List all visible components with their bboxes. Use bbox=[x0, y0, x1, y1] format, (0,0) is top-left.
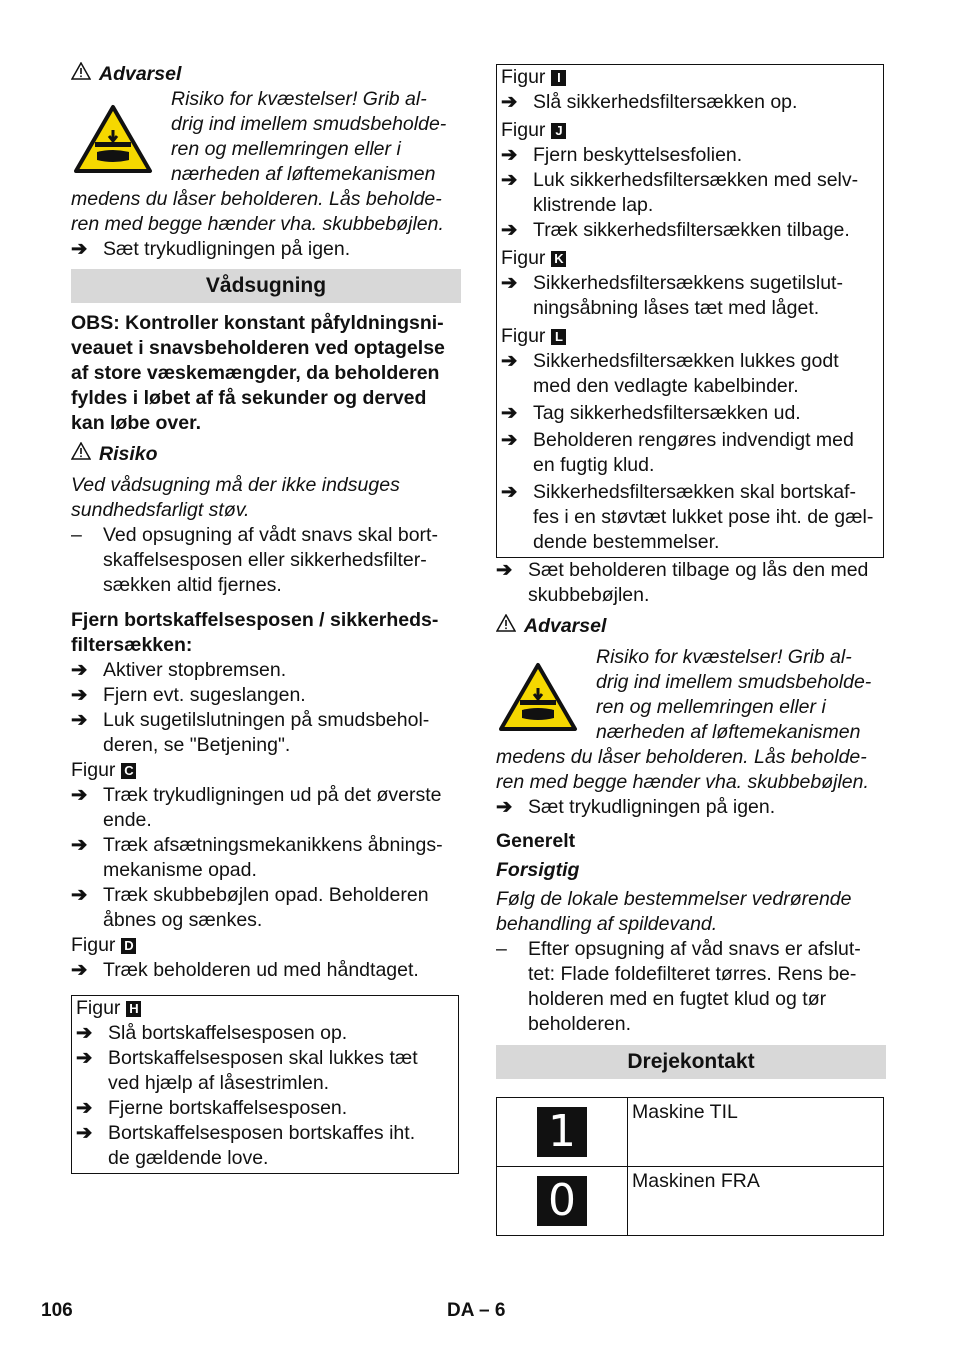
right-column bbox=[496, 64, 886, 1236]
step-item: ➔ Beholderen rengøres indvendigt med en fugtig klud. bbox=[501, 429, 854, 476]
risk-text: Ved vådsugning må der ikke indsuges sundhedsfarligt støv. bbox=[71, 474, 400, 521]
figure-ref-j: Figur J bbox=[501, 118, 879, 143]
dash-item: – Ved opsugning af vådt snavs skal bort- skaffelsesposen eller sikkerhedsfilter- sækken altid fjernes. bbox=[71, 524, 438, 596]
figure-i-l-box bbox=[496, 64, 884, 558]
arrow-icon: ➔ bbox=[71, 684, 88, 706]
arrow-icon: ➔ bbox=[501, 402, 518, 424]
arrow-icon: ➔ bbox=[501, 350, 518, 372]
figure-h-box bbox=[71, 995, 459, 1174]
step-item: ➔ Træk skubbebøjlen opad. Beholderen åbnes og sænkes. bbox=[71, 884, 429, 931]
arrow-icon: ➔ bbox=[501, 169, 518, 191]
dash-item: – Efter opsugning af våd snavs er afslut- tet: Flade foldefilteret tørres. Rens be- holderen med en fugtet klud og tør beholderen. bbox=[496, 938, 861, 1035]
step-item: ➔ Luk sugetilslutningen på smudsbehol- deren, se "Betjening". bbox=[71, 709, 430, 756]
figure-ref-k: Figur K bbox=[501, 246, 879, 271]
remove-bag-heading: Fjern bortskaffelsesposen / sikkerheds- filtersækken: bbox=[71, 609, 439, 656]
step-item: ➔ Træk trykudligningen ud på det øverste ende. bbox=[71, 784, 442, 831]
language-page-label: DA – 6 bbox=[447, 1300, 506, 1321]
general-heading: Generelt bbox=[496, 830, 576, 852]
step-item: ➔ Træk sikkerhedsfiltersækken tilbage. bbox=[501, 219, 850, 241]
step-item: ➔ Sikkerhedsfiltersækken lukkes godt med den vedlagte kabelbinder. bbox=[501, 350, 839, 397]
figure-ref-l: Figur L bbox=[501, 324, 879, 349]
arrow-icon: ➔ bbox=[76, 1047, 93, 1069]
step-item: ➔ Tag sikkerhedsfiltersækken ud. bbox=[501, 402, 801, 424]
table-row bbox=[497, 1167, 884, 1236]
arrow-icon: ➔ bbox=[501, 91, 518, 113]
table-row bbox=[497, 1098, 884, 1167]
arrow-icon: ➔ bbox=[71, 238, 88, 260]
warning-heading: Advarsel bbox=[496, 614, 886, 639]
step-item: ➔ Luk sikkerhedsfiltersækken med selv- klistrende lap. bbox=[501, 169, 859, 216]
step-item: ➔ Sikkerhedsfiltersækkens sugetilslut- ningsåbning låses tæt med låget. bbox=[501, 272, 843, 319]
arrow-icon: ➔ bbox=[501, 272, 518, 294]
arrow-icon: ➔ bbox=[501, 144, 518, 166]
warning-triangle-icon bbox=[71, 442, 91, 467]
page-number: 106 bbox=[41, 1300, 73, 1321]
switch-on-symbol: 1 bbox=[537, 1107, 587, 1157]
figure-ref-i: Figur I bbox=[501, 65, 879, 90]
step-item: ➔ Bortskaffelsesposen bortskaffes iht. de gældende love. bbox=[76, 1122, 416, 1169]
section-title-rotary-switch: Drejekontakt bbox=[496, 1045, 886, 1079]
step-item: ➔ Fjern evt. sugeslangen. bbox=[71, 684, 306, 706]
step-item: ➔ Fjerne bortskaffelsesposen. bbox=[76, 1097, 348, 1119]
arrow-icon: ➔ bbox=[71, 709, 88, 731]
obs-note: OBS: Kontroller konstant påfyldningsni- veauet i snavsbeholderen ved optagelse af store væskemængder, da beholderen fyldes i løbet af få sekunder og derved kan løbe over. bbox=[71, 312, 445, 434]
step-item: ➔ Fjern beskyttelsesfolien. bbox=[501, 144, 743, 166]
arrow-icon: ➔ bbox=[71, 884, 88, 906]
arrow-icon: ➔ bbox=[76, 1097, 93, 1119]
figure-ref-d: Figur D bbox=[71, 933, 461, 958]
arrow-icon: ➔ bbox=[71, 959, 88, 981]
switch-table bbox=[496, 1097, 884, 1236]
warning-triangle-icon bbox=[496, 614, 516, 639]
hand-crush-hazard-icon bbox=[73, 99, 153, 179]
left-column bbox=[71, 62, 461, 1174]
caution-text: Følg de lokale bestemmelser vedrørende behandling af spildevand. bbox=[496, 888, 852, 935]
switch-off-label: Maskinen FRA bbox=[628, 1167, 884, 1236]
hand-crush-hazard-icon bbox=[498, 657, 578, 737]
step-item: ➔ Bortskaffelsesposen skal lukkes tæt ved hjælp af låsestrimlen. bbox=[76, 1047, 418, 1094]
warning-text: Risiko for kvæstelser! Grib al- drig ind imellem smudsbeholde- ren og mellemringen eller i nærheden af løftemekanismen medens du låser beholderen. Lås beholde- ren med begge hænder vha. skubbebøjlen. bbox=[496, 646, 872, 793]
switch-off-symbol: 0 bbox=[537, 1176, 587, 1226]
step-item: ➔ Slå sikkerhedsfiltersækken op. bbox=[501, 91, 798, 113]
figure-ref-c: Figur C bbox=[71, 758, 461, 783]
step-item: ➔ Slå bortskaffelsesposen op. bbox=[76, 1022, 348, 1044]
warning-heading: Advarsel bbox=[71, 62, 461, 87]
risk-heading: Risiko bbox=[71, 442, 461, 467]
figure-ref-h: Figur H bbox=[76, 996, 454, 1021]
step-item: ➔ Sæt trykudligningen på igen. bbox=[71, 238, 351, 260]
section-title-wet-vacuuming: Vådsugning bbox=[71, 269, 461, 303]
switch-on-label: Maskine TIL bbox=[628, 1098, 884, 1167]
arrow-icon: ➔ bbox=[76, 1122, 93, 1144]
arrow-icon: ➔ bbox=[71, 659, 88, 681]
arrow-icon: ➔ bbox=[496, 796, 513, 818]
step-item: ➔ Sæt trykudligningen på igen. bbox=[496, 796, 776, 818]
arrow-icon: ➔ bbox=[76, 1022, 93, 1044]
warning-text: Risiko for kvæstelser! Grib al- drig ind imellem smudsbeholde- ren og mellemringen eller i nærheden af løftemekanismen medens du låser beholderen. Lås beholde- ren med begge hænder vha. skubbebøjlen. bbox=[71, 88, 447, 235]
caution-heading: Forsigtig bbox=[496, 859, 580, 881]
arrow-icon: ➔ bbox=[71, 834, 88, 856]
step-item: ➔ Aktiver stopbremsen. bbox=[71, 659, 287, 681]
arrow-icon: ➔ bbox=[71, 784, 88, 806]
step-item: ➔ Sikkerhedsfiltersækken skal bortskaf- fes i en støvtæt lukket pose iht. de gæl- dende bestemmelser. bbox=[501, 481, 874, 553]
step-item: ➔ Træk afsætningsmekanikkens åbnings- mekanisme opad. bbox=[71, 834, 443, 881]
step-item: ➔ Sæt beholderen tilbage og lås den med skubbebøjlen. bbox=[496, 559, 869, 606]
warning-triangle-icon bbox=[71, 62, 91, 87]
arrow-icon: ➔ bbox=[501, 429, 518, 451]
arrow-icon: ➔ bbox=[501, 219, 518, 241]
arrow-icon: ➔ bbox=[501, 481, 518, 503]
arrow-icon: ➔ bbox=[496, 559, 513, 581]
step-item: ➔ Træk beholderen ud med håndtaget. bbox=[71, 959, 419, 981]
